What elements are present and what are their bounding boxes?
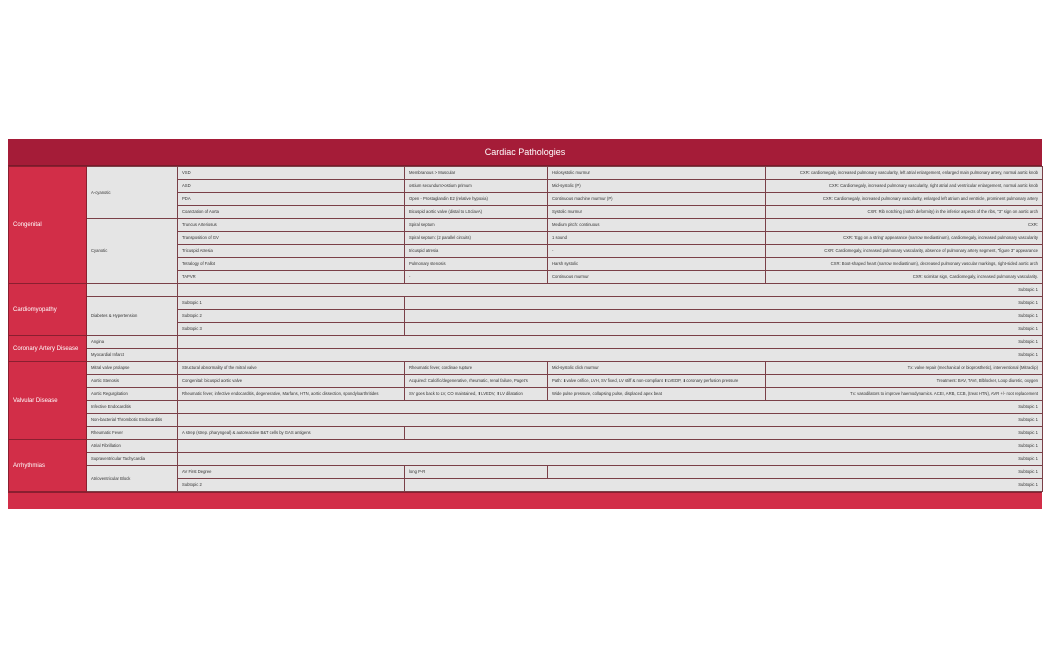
table-row xyxy=(9,414,1043,427)
topic-cell[interactable]: Aortic Regurgitation xyxy=(87,388,178,401)
table-row xyxy=(9,362,1043,375)
category-cad[interactable]: Coronary Artery Disease xyxy=(9,336,87,362)
topic-cell[interactable]: TAPVR xyxy=(178,271,405,284)
detail-cell[interactable]: Mid-systolic (P) xyxy=(548,180,766,193)
topic-cell[interactable]: Subtopic 2 xyxy=(178,479,405,492)
topic-cell[interactable]: Mitral valve prolapse xyxy=(87,362,178,375)
topic-cell[interactable]: Transposition of GV xyxy=(178,232,405,245)
detail-cell[interactable]: Holosystolic murmur xyxy=(548,167,766,180)
table-row xyxy=(9,167,1043,180)
topic-cell[interactable]: Tricuspid Atresia xyxy=(178,245,405,258)
group-diabetes-hypertension[interactable]: Diabetes & Hypertension xyxy=(87,297,178,336)
detail-cell[interactable]: Harsh systolic xyxy=(548,258,766,271)
detail-cell[interactable]: Subtopic 1 xyxy=(178,349,1043,362)
detail-cell[interactable]: Subtopic 1 xyxy=(405,427,1043,440)
detail-cell[interactable]: Spiral septum xyxy=(405,219,548,232)
detail-cell[interactable]: Tx: valve repair (mechanical or bioprosthetic), interventional (Mitraclip) xyxy=(766,362,1043,375)
detail-cell[interactable]: Subtopic 1 xyxy=(548,466,1043,479)
topic-cell[interactable]: Tetralogy of Fallot xyxy=(178,258,405,271)
detail-cell[interactable]: ostium secundum>ostium primum xyxy=(405,180,548,193)
detail-cell[interactable]: Tx: vasodilators to improve haemodynamics. ACEI, ARB, CCB, (treat HTN), AVR +/- root replacement xyxy=(766,388,1043,401)
detail-cell[interactable]: Subtopic 1 xyxy=(405,323,1043,336)
detail-cell[interactable]: Subtopic 1 xyxy=(178,453,1043,466)
detail-cell[interactable]: Continuous murmur xyxy=(548,271,766,284)
detail-cell[interactable]: Subtopic 1 xyxy=(405,297,1043,310)
detail-cell[interactable]: CXR: cardiomegaly, increased pulmonary vascularity, left atrial enlargement, enlarged main pulmonary artery, normal aortic knob xyxy=(766,167,1043,180)
detail-cell[interactable]: Rheumatic fever, cordinae rupture xyxy=(405,362,548,375)
detail-cell[interactable]: - xyxy=(548,245,766,258)
detail-cell[interactable]: CXR: 'Egg on a string' appearance (narrow mediastinum), cardiomegaly, increased pulmonary vascularity xyxy=(766,232,1043,245)
topic-cell[interactable]: VSD xyxy=(178,167,405,180)
detail-cell[interactable]: CXR: Cardiomegaly, increased pulmonary vascularity, enlarged left atrium and ventricle, prominent pulmonary artery xyxy=(766,193,1043,206)
detail-cell[interactable]: - xyxy=(405,271,548,284)
category-congenital[interactable]: Congenital xyxy=(9,167,87,284)
table-row xyxy=(9,336,1043,349)
detail-cell[interactable]: Subtopic 1 xyxy=(178,336,1043,349)
pathology-sheet xyxy=(8,139,1042,509)
detail-cell[interactable]: SV goes back to LV, CO maintained, ⬆LVEDV, ⬆LV dilatation xyxy=(405,388,548,401)
table-row xyxy=(9,466,1043,479)
detail-cell[interactable]: Pulmonary stenosis xyxy=(405,258,548,271)
table-row xyxy=(9,427,1043,440)
topic-cell[interactable]: AV First Degree xyxy=(178,466,405,479)
sheet-title: Cardiac Pathologies xyxy=(8,139,1042,166)
topic-cell[interactable]: Aortic Stenosis xyxy=(87,375,178,388)
table-row xyxy=(9,375,1043,388)
detail-cell[interactable]: Systolic murmur xyxy=(548,206,766,219)
topic-cell[interactable]: Truncus Arteriosus xyxy=(178,219,405,232)
detail-cell[interactable]: Bicuspid aortic valve (distal to LSclavA) xyxy=(405,206,548,219)
detail-cell[interactable]: Medium pitch: continuous xyxy=(548,219,766,232)
footer-bar xyxy=(8,492,1042,509)
detail-cell[interactable]: Treatment: BAV, TAVI, Blblocker, Loop diuretic, oxygen xyxy=(766,375,1043,388)
detail-cell[interactable]: Mid-systolic click murmur xyxy=(548,362,766,375)
table-row xyxy=(9,401,1043,414)
detail-cell[interactable]: Path: ⬇valve orifice, LVH, SV fixed, LV stiff & non-compliant ⬆LVEDP, ⬇coronary perfusion pressure xyxy=(548,375,766,388)
detail-cell[interactable]: Subtopic 1 xyxy=(178,401,1043,414)
topic-cell[interactable]: Angina xyxy=(87,336,178,349)
pathology-table xyxy=(8,166,1043,492)
topic-cell[interactable]: Subtopic 3 xyxy=(178,323,405,336)
detail-cell[interactable]: 1 sound xyxy=(548,232,766,245)
table-row xyxy=(9,453,1043,466)
table-row xyxy=(9,349,1043,362)
table-row xyxy=(9,284,1043,297)
group-cell[interactable] xyxy=(87,284,178,297)
detail-cell[interactable]: Spiral septum: (2 parallel circuits) xyxy=(405,232,548,245)
detail-cell[interactable]: Subtopic 1 xyxy=(405,479,1043,492)
topic-cell[interactable]: ASD xyxy=(178,180,405,193)
topic-cell[interactable]: Atrial Fibrillation xyxy=(87,440,178,453)
detail-cell[interactable]: Wide pulse pressure, collapsing pulse, displaced apex beat xyxy=(548,388,766,401)
detail-cell[interactable]: CXR: scimitar sign, Cardiomegaly, increased pulmonary vascularity. xyxy=(766,271,1043,284)
topic-cell[interactable]: Non-bacterial Thrombotic Endocarditis xyxy=(87,414,178,427)
detail-cell[interactable]: CXR: Cardiomegaly, increased pulmonary vascularity, right atrial and ventricular enlargement, normal aortic knob xyxy=(766,180,1043,193)
detail-cell[interactable]: Open - Prostaglandin E2 (relative hypoxia) xyxy=(405,193,548,206)
table-row xyxy=(9,297,1043,310)
detail-cell[interactable]: CXR: Cardiomegaly, increased pulmonary vascularity, absence of pulmonary artery segment, "figure 3" appearance xyxy=(766,245,1043,258)
group-av-block[interactable]: Atrioventricular Block xyxy=(87,466,178,492)
detail-cell[interactable]: A strep (strep. pharyngeal) & autoreactive B&T cells by GAS antigens xyxy=(178,427,405,440)
topic-cell[interactable]: PDA xyxy=(178,193,405,206)
topic-cell[interactable]: Infective Endocarditis xyxy=(87,401,178,414)
detail-cell[interactable]: Subtopic 1 xyxy=(405,310,1043,323)
detail-cell[interactable]: Acquired: Calcific/degenerative, rheumatic, renal failure, Paget's xyxy=(405,375,548,388)
topic-cell[interactable]: Subtopic 1 xyxy=(178,297,405,310)
category-valvular[interactable]: Valvular Disease xyxy=(9,362,87,440)
detail-cell[interactable]: Structural abnormality of the mitral valve xyxy=(178,362,405,375)
detail-cell[interactable]: Membranous > Muscular xyxy=(405,167,548,180)
detail-cell[interactable]: Subtopic 1 xyxy=(178,414,1043,427)
table-row xyxy=(9,388,1043,401)
table-row xyxy=(9,219,1043,232)
topic-cell[interactable]: Myocardial Infarct xyxy=(87,349,178,362)
detail-cell[interactable]: CXR: xyxy=(766,219,1043,232)
table-row xyxy=(9,440,1043,453)
topic-cell[interactable]: Rheumatic Fever xyxy=(87,427,178,440)
detail-cell[interactable]: Subtopic 1 xyxy=(178,284,1043,297)
group-cyanotic[interactable]: Cyanotic xyxy=(87,219,178,284)
detail-cell[interactable]: Continuous machine murmur (P) xyxy=(548,193,766,206)
topic-cell[interactable]: Supraventricular Tachycardia xyxy=(87,453,178,466)
group-acyanotic[interactable]: A-cyanotic xyxy=(87,167,178,219)
detail-cell[interactable]: long P-R xyxy=(405,466,548,479)
topic-cell[interactable]: Coarctation of Aorta xyxy=(178,206,405,219)
detail-cell[interactable]: CXR: Boot-shaped heart (narrow mediastinum), decreased pulmonary vascular markings, right-sided aortic arch xyxy=(766,258,1043,271)
category-cardiomyopathy[interactable]: Cardiomyopathy xyxy=(9,284,87,336)
detail-cell[interactable]: Subtopic 1 xyxy=(178,440,1043,453)
detail-cell[interactable]: Congenital: bicuspid aortic valve xyxy=(178,375,405,388)
detail-cell[interactable]: Rheumatic fever, infective endocarditis, degenerative, Marfans, HTN, aortic dissection, spondyloarthritides xyxy=(178,388,405,401)
category-arrhythmias[interactable]: Arrhythmias xyxy=(9,440,87,492)
topic-cell[interactable]: Subtopic 2 xyxy=(178,310,405,323)
detail-cell[interactable]: CXR: Rib notching (notch deformity) in the inferior aspects of the ribs, "3" sign on aortic arch xyxy=(766,206,1043,219)
detail-cell[interactable]: tricuspid atresia xyxy=(405,245,548,258)
